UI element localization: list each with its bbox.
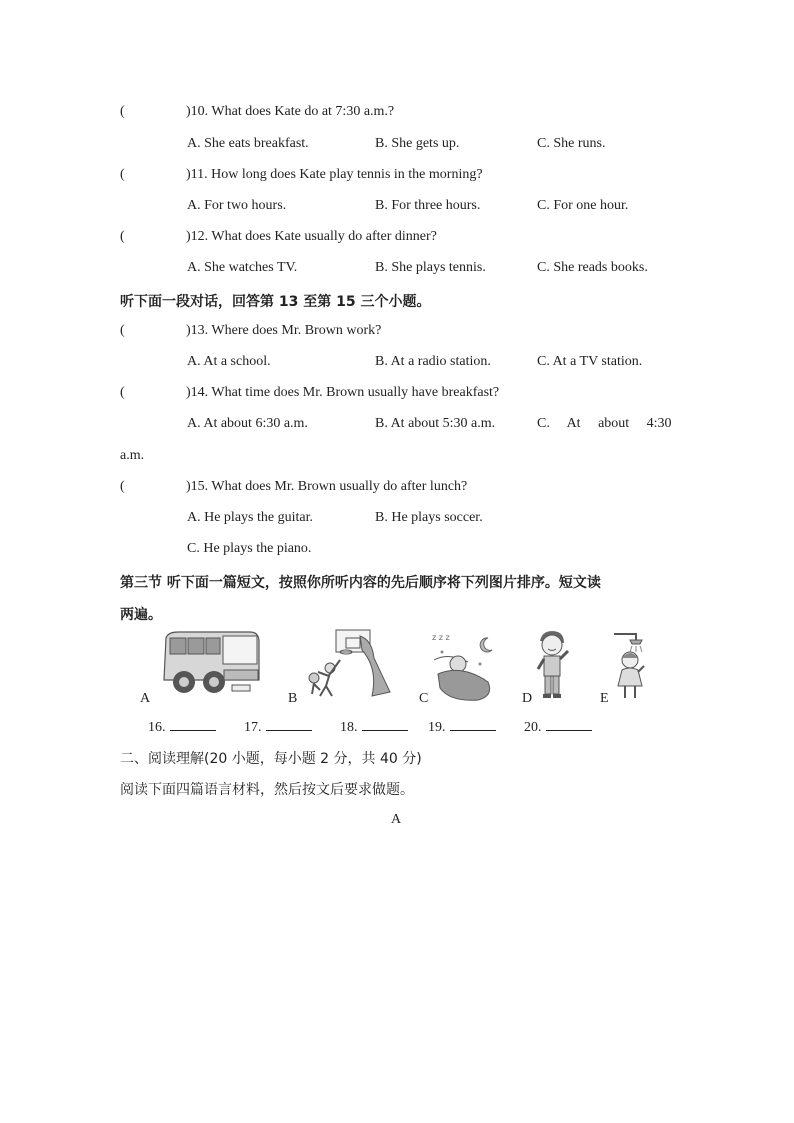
section3-heading: 第三节 听下面一篇短文，按照你所听内容的先后顺序将下列图片排序。短文读 bbox=[120, 575, 601, 591]
option-a: A. She watches TV. bbox=[187, 260, 298, 275]
option-a: A. At a school. bbox=[187, 354, 271, 369]
answer-bracket[interactable]: ( bbox=[120, 167, 125, 182]
picture-label-e: E bbox=[600, 691, 609, 706]
option-c: C. She runs. bbox=[537, 136, 606, 151]
answer-bracket[interactable]: ( bbox=[120, 229, 125, 244]
option-a: A. He plays the guitar. bbox=[187, 510, 313, 525]
option-b: B. He plays soccer. bbox=[375, 510, 483, 525]
basketball-icon bbox=[300, 628, 396, 698]
shower-girl-icon bbox=[610, 630, 650, 702]
picture-label-c: C bbox=[419, 691, 429, 706]
picture-label-b: B bbox=[288, 691, 298, 706]
bus-icon bbox=[158, 630, 262, 696]
picture-label-d: D bbox=[522, 691, 533, 706]
option-b: B. At about 5:30 a.m. bbox=[375, 416, 496, 431]
option-c-wrap: a.m. bbox=[120, 448, 145, 463]
option-c: C. At a TV station. bbox=[537, 354, 643, 369]
waking-boy-icon bbox=[532, 629, 572, 703]
answer-blank-19[interactable]: 19. bbox=[428, 718, 496, 736]
option-a: A. She eats breakfast. bbox=[187, 136, 309, 151]
answer-bracket[interactable]: ( bbox=[120, 385, 125, 400]
option-c: C. At about 4:30 bbox=[537, 416, 672, 431]
svg-text:z z z: z z z bbox=[432, 633, 450, 642]
answer-bracket[interactable]: ( bbox=[120, 323, 125, 338]
option-a: A. For two hours. bbox=[187, 198, 287, 213]
option-a: A. At about 6:30 a.m. bbox=[187, 416, 308, 431]
option-c: C. He plays the piano. bbox=[187, 541, 312, 556]
section3-heading-cont: 两遍。 bbox=[120, 607, 162, 623]
answer-blank-17[interactable]: 17. bbox=[244, 718, 312, 736]
passage-label: A bbox=[391, 812, 402, 827]
question-15: ( )15. What does Mr. Brown usually do after lunch? bbox=[120, 479, 468, 494]
answer-blank-20[interactable]: 20. bbox=[524, 718, 592, 736]
question-text: 12. What does Kate usually do after dinner? bbox=[190, 229, 437, 244]
question-text: 15. What does Mr. Brown usually do after lunch? bbox=[190, 479, 468, 494]
part2-instruction: 阅读下面四篇语言材料，然后按文后要求做题。 bbox=[120, 782, 414, 798]
option-c: C. She reads books. bbox=[537, 260, 648, 275]
question-13: ( )13. Where does Mr. Brown work? bbox=[120, 323, 382, 338]
question-text: 11. How long does Kate play tennis in the morning? bbox=[190, 167, 483, 182]
option-b: B. At a radio station. bbox=[375, 354, 491, 369]
part2-title: 二、阅读理解(20 小题，每小题 2 分，共 40 分) bbox=[120, 751, 422, 767]
answer-blank-18[interactable]: 18. bbox=[340, 718, 408, 736]
answer-blank-16[interactable]: 16. bbox=[148, 718, 216, 736]
question-12: ( )12. What does Kate usually do after dinner? bbox=[120, 229, 437, 244]
answer-bracket[interactable]: ( bbox=[120, 479, 125, 494]
question-text: 14. What time does Mr. Brown usually have breakfast? bbox=[190, 385, 500, 400]
section-heading-dialog: 听下面一段对话，回答第 13 至第 15 三个小题。 bbox=[120, 294, 431, 310]
question-10: ( )10. What does Kate do at 7:30 a.m.? bbox=[120, 104, 395, 119]
option-b: B. She gets up. bbox=[375, 136, 460, 151]
question-text: 10. What does Kate do at 7:30 a.m.? bbox=[190, 104, 395, 119]
question-text: 13. Where does Mr. Brown work? bbox=[190, 323, 382, 338]
question-11: ( )11. How long does Kate play tennis in the morning? bbox=[120, 167, 483, 182]
sleeping-child-icon bbox=[428, 630, 496, 702]
answer-bracket[interactable]: ( bbox=[120, 104, 125, 119]
picture-label-a: A bbox=[140, 691, 151, 706]
option-b: B. She plays tennis. bbox=[375, 260, 486, 275]
option-c: C. For one hour. bbox=[537, 198, 629, 213]
question-14: ( )14. What time does Mr. Brown usually have breakfast? bbox=[120, 385, 500, 400]
option-b: B. For three hours. bbox=[375, 198, 481, 213]
